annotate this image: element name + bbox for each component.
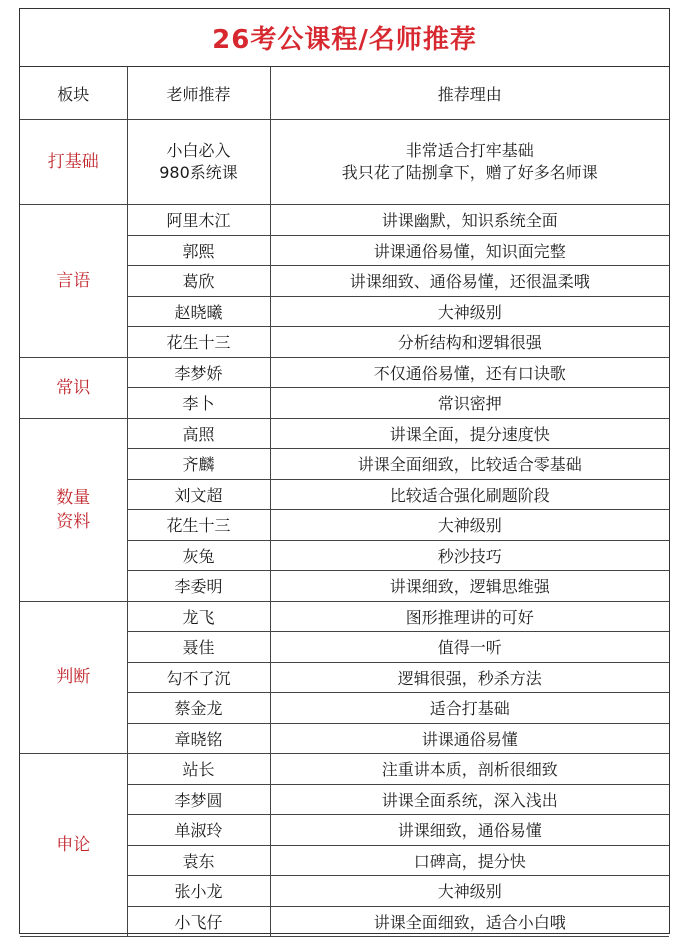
reason-cell: 讲课全面细致，比较适合零基础 [270,449,669,480]
reason-cell: 讲课幽默，知识系统全面 [270,205,669,236]
teacher-cell: 高照 [127,418,270,449]
section-category [20,601,127,754]
table-row [20,418,669,449]
section-category-line: 申论 [56,835,91,855]
reason-cell [270,120,669,205]
teacher-cell: 单淑玲 [127,815,270,846]
reason-cell: 不仅通俗易懂，还有口诀歌 [270,357,669,388]
teacher-cell: 袁东 [127,845,270,876]
section-category-line: 常识 [56,377,91,398]
table-row [20,205,669,236]
teacher-cell: 张小龙 [127,876,270,907]
teacher-cell: 小飞仔 [127,906,270,937]
teacher-cell: 勾不了沉 [127,662,270,693]
section-category-line: 判断 [56,667,91,688]
section-category-line: 资料 [56,511,91,532]
reason-line: 非常适合打牢基础 [405,141,534,160]
teacher-table [20,67,669,937]
table-row [20,601,669,632]
table-body [20,120,669,937]
teacher-cell: 李委明 [127,571,270,602]
table-row [20,754,669,785]
reason-cell: 适合打基础 [270,693,669,724]
teacher-cell: 刘文超 [127,479,270,510]
teacher-cell: 阿里木江 [127,205,270,236]
section-category [20,205,127,358]
reason-cell: 讲课全面系统，深入浅出 [270,784,669,815]
teacher-cell: 聂佳 [127,632,270,663]
reason-cell: 口碑高，提分快 [270,845,669,876]
teacher-cell: 葛欣 [127,266,270,297]
table-row [20,357,669,388]
reason-cell: 秒沙技巧 [270,540,669,571]
teacher-cell: 李卜 [127,388,270,419]
teacher-cell: 章晓铭 [127,723,270,754]
teacher-cell: 龙飞 [127,601,270,632]
section-category [20,754,127,937]
reason-cell: 讲课通俗易懂，知识面完整 [270,235,669,266]
reason-cell: 大神级别 [270,296,669,327]
teacher-cell: 花生十三 [127,510,270,541]
header-teacher: 老师推荐 [127,67,270,120]
reason-cell: 讲课全面，提分速度快 [270,418,669,449]
teacher-cell: 蔡金龙 [127,693,270,724]
teacher-cell [127,120,270,205]
teacher-cell: 齐麟 [127,449,270,480]
teacher-cell: 李梦娇 [127,357,270,388]
teacher-cell: 灰兔 [127,540,270,571]
section-category-line: 数量 [56,487,91,508]
reason-cell: 图形推理讲的可好 [270,601,669,632]
section-category [20,418,127,601]
reason-cell: 讲课通俗易懂 [270,723,669,754]
section-category-line: 打基础 [47,152,99,172]
reason-cell: 讲课全面细致，适合小白哦 [270,906,669,937]
reason-cell: 分析结构和逻辑很强 [270,327,669,358]
reason-cell: 逻辑很强，秒杀方法 [270,662,669,693]
section-category-line: 言语 [56,270,91,291]
teacher-cell: 赵晓曦 [127,296,270,327]
teacher-cell: 站长 [127,754,270,785]
table-row [20,120,669,205]
reason-cell: 注重讲本质，剖析很细致 [270,754,669,785]
reason-cell: 讲课细致，逻辑思维强 [270,571,669,602]
reason-line: 我只花了陆捌拿下，赠了好多名师课 [341,163,598,182]
reason-cell: 值得一听 [270,632,669,663]
teacher-cell: 花生十三 [127,327,270,358]
section-category [20,357,127,418]
reason-cell: 讲课细致，通俗易懂 [270,815,669,846]
recommendation-sheet [19,8,670,934]
reason-cell: 常识密押 [270,388,669,419]
teacher-cell: 郭熙 [127,235,270,266]
header-section: 板块 [20,67,127,120]
reason-cell: 大神级别 [270,510,669,541]
teacher-cell: 李梦圆 [127,784,270,815]
reason-cell: 比较适合强化刷题阶段 [270,479,669,510]
table-header-row [20,67,669,120]
header-reason: 推荐理由 [270,67,669,120]
reason-cell: 讲课细致、通俗易懂，还很温柔哦 [270,266,669,297]
page-title: 26考公课程/名师推荐 [20,9,669,67]
reason-cell: 大神级别 [270,876,669,907]
teacher-line: 980系统课 [159,163,238,182]
section-category [20,120,127,205]
teacher-line: 小白必入 [166,141,231,160]
